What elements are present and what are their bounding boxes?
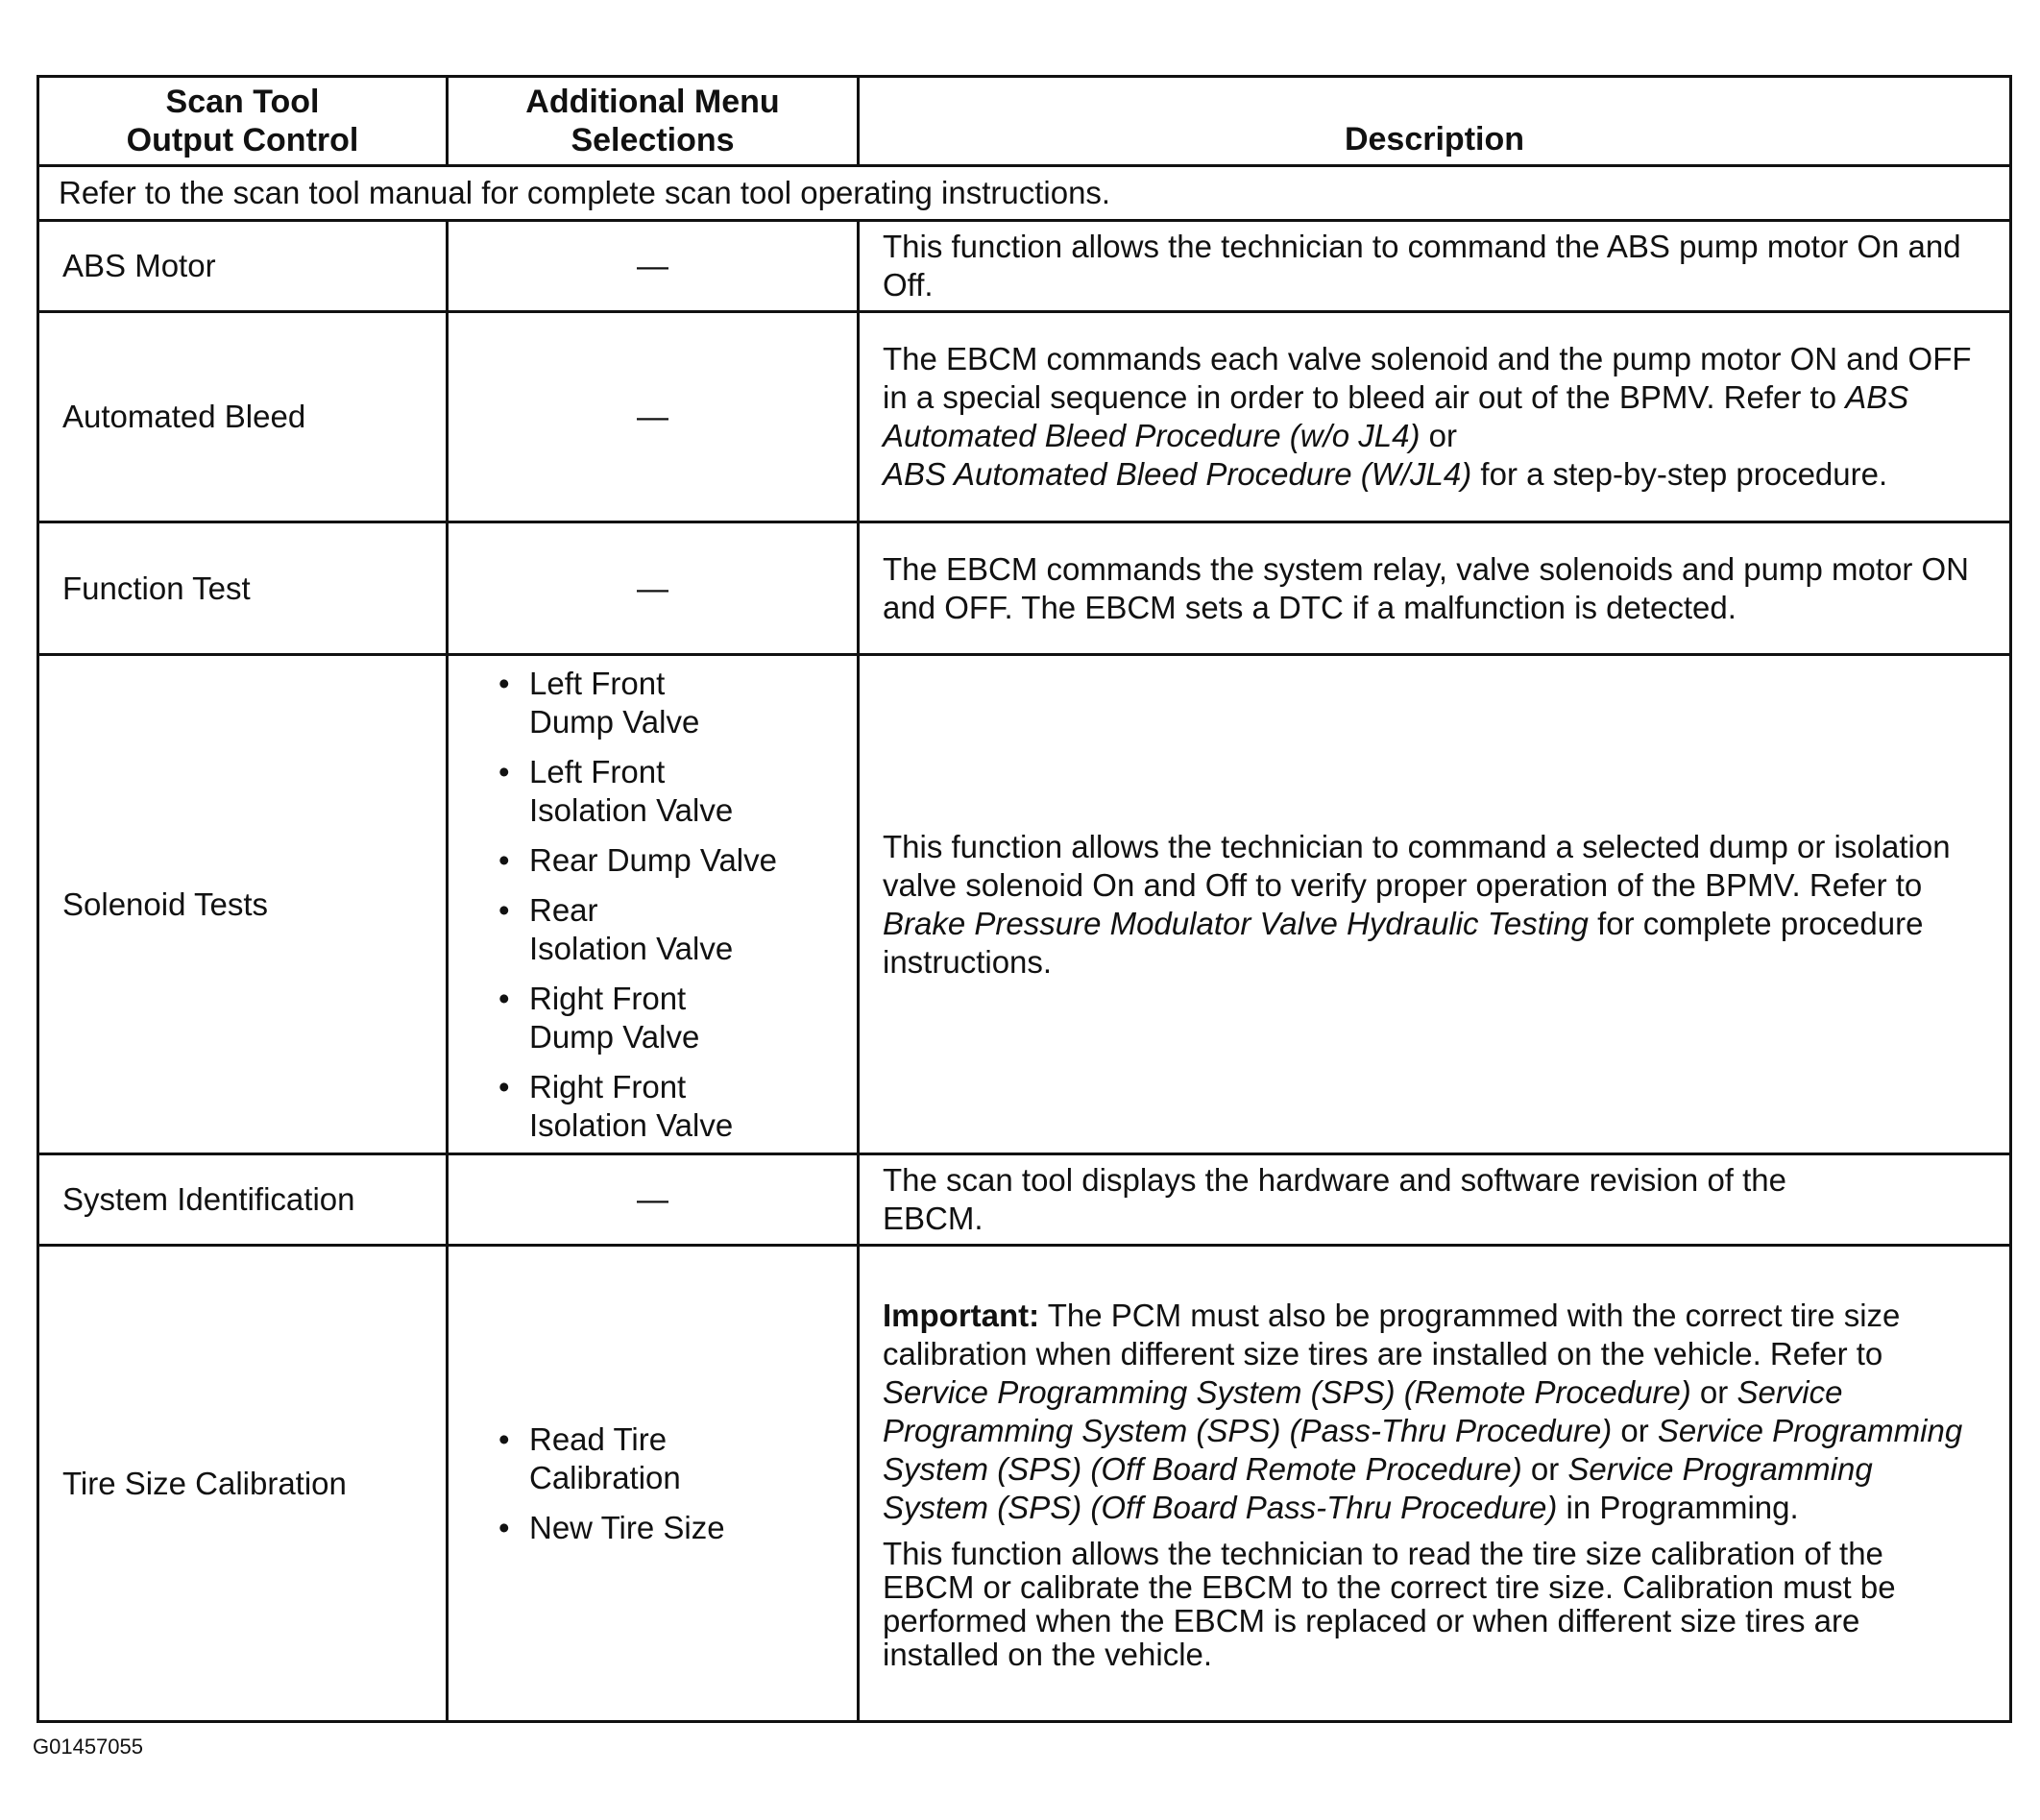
procedure-reference: Service Programming System (SPS) (Off Board Remote Procedure)	[883, 1412, 1963, 1487]
row-name-system-identification: System Identification	[38, 1154, 448, 1246]
header-row	[38, 77, 2011, 166]
procedure-reference: Service Programming System (SPS) (Off Board Pass-Thru Procedure)	[883, 1450, 1873, 1525]
row-desc-automated-bleed: The EBCM commands each valve solenoid and the pump motor ON and OFF in a special sequence in order to bleed air out of the BPMV. Refer to ABS Automated Bleed Procedure (w/o JL4) or ABS Automated Bleed Procedure (W/JL4) for a step-by-step procedure.	[859, 312, 2011, 522]
scan-tool-output-control-table	[36, 75, 2012, 1723]
no-selection-dash: —	[448, 1154, 859, 1246]
table-row	[38, 655, 2011, 1154]
procedure-reference: Brake Pressure Modulator Valve Hydraulic Testing	[883, 905, 1589, 941]
list-item: • Rear Dump Valve	[495, 841, 847, 880]
no-selection-dash: —	[448, 221, 859, 312]
row-name-automated-bleed: Automated Bleed	[38, 312, 448, 522]
row-name-function-test: Function Test	[38, 522, 448, 655]
header-additional-menu: Additional Menu Selections	[448, 77, 859, 166]
list-item: • Left Front Isolation Valve	[495, 753, 847, 830]
list-item: • Read Tire Calibration	[495, 1420, 847, 1497]
row-name-abs-motor: ABS Motor	[38, 221, 448, 312]
table-row	[38, 1154, 2011, 1246]
procedure-reference: Service Programming System (SPS) (Pass-Thru Procedure)	[883, 1373, 1843, 1448]
solenoid-selections	[448, 655, 859, 1154]
procedure-reference: ABS Automated Bleed Procedure (w/o JL4)	[883, 379, 1909, 453]
no-selection-dash: —	[448, 522, 859, 655]
procedure-reference: Service Programming System (SPS) (Remote Procedure)	[883, 1373, 1691, 1410]
list-item: • New Tire Size	[495, 1509, 847, 1547]
row-desc-abs-motor: This function allows the technician to command the ABS pump motor On and Off.	[859, 221, 2011, 312]
procedure-reference: ABS Automated Bleed Procedure (W/JL4)	[883, 456, 1472, 492]
function-note: This function allows the technician to read the tire size calibration of the EBCM or calibrate the EBCM to the correct tire size. Calibration must be performed when the EBCM is replaced or when different size tires are installed on the vehicle.	[883, 1535, 1896, 1672]
list-item: • Right Front Isolation Valve	[495, 1068, 847, 1145]
table-row	[38, 522, 2011, 655]
row-name-tire-size-calibration: Tire Size Calibration	[38, 1246, 448, 1722]
note-text: Refer to the scan tool manual for complete scan tool operating instructions.	[38, 166, 2011, 221]
list-item: • Rear Isolation Valve	[495, 891, 847, 968]
row-desc-tire-size-calibration	[859, 1246, 2011, 1722]
row-name-solenoid-tests: Solenoid Tests	[38, 655, 448, 1154]
tire-selections	[448, 1246, 859, 1722]
selection-list	[495, 1420, 847, 1547]
row-desc-system-identification: The scan tool displays the hardware and software revision of the EBCM.	[859, 1154, 2011, 1246]
important-note: Important: The PCM must also be programmed with the correct tire size calibration when different size tires are installed on the vehicle. Refer to Service Programming System (SPS) (Remote Procedure) or Service Programming System (SPS) (Pass-Thru Procedure) or Service Programming System (SPS) (Off Board Remote Procedure) or Service Programming System (SPS) (Off Board Pass-Thru Procedure) in Programming.	[883, 1297, 1963, 1525]
header-description: Description	[859, 77, 2011, 166]
no-selection-dash: —	[448, 312, 859, 522]
table-row	[38, 1246, 2011, 1722]
header-output-control: Scan Tool Output Control	[38, 77, 448, 166]
row-desc-solenoid-tests: This function allows the technician to command a selected dump or isolation valve solenoid On and Off to verify proper operation of the BPMV. Refer to Brake Pressure Modulator Valve Hydraulic Testing for complete procedure instructions.	[859, 655, 2011, 1154]
figure-id: G01457055	[33, 1735, 143, 1759]
selection-list	[495, 665, 847, 1145]
row-desc-function-test: The EBCM commands the system relay, valve solenoids and pump motor ON and OFF. The EBCM sets a DTC if a malfunction is detected.	[859, 522, 2011, 655]
list-item: • Right Front Dump Valve	[495, 980, 847, 1056]
table-row	[38, 221, 2011, 312]
note-row	[38, 166, 2011, 221]
list-item: • Left Front Dump Valve	[495, 665, 847, 741]
table-row	[38, 312, 2011, 522]
